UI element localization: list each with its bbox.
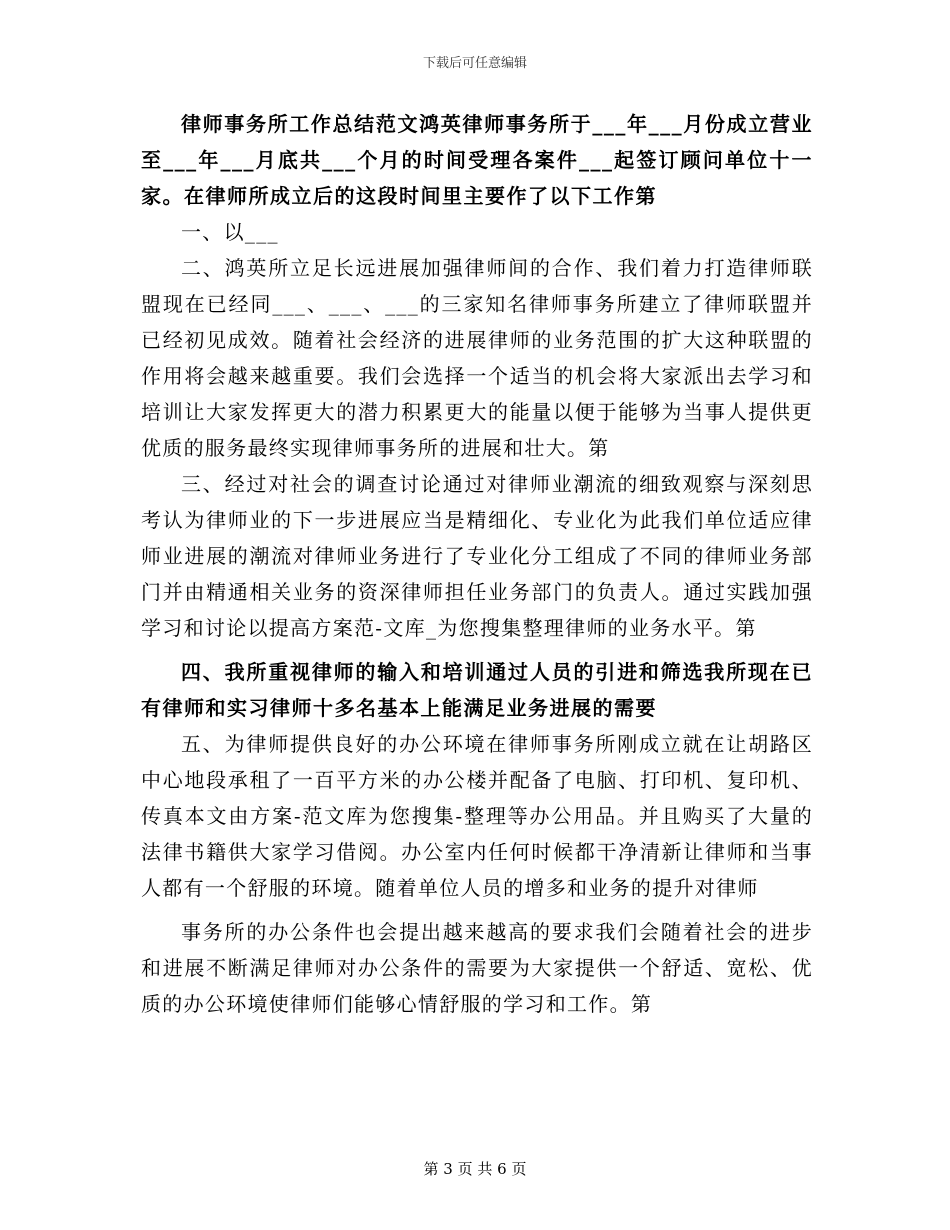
paragraph-item-2: 二、鸿英所立足长远进展加强律师间的合作、我们着力打造律师联盟现在已经同___、___、___的三家知名律师事务所建立了律师联盟并已经初见成效。随着社会经济的进展律师的业务范围的扩大这种联盟的作用将会越来越重要。我们会选择一个适当的机会将大家派出去学习和培训让大家发挥更大的潜力积累更大的能量以便于能够为当事人提供更优质的服务最终实现律师事务所的进展和壮大。第 <box>141 256 813 460</box>
paragraph-item-5: 五、为律师提供良好的办公环境在律师事务所刚成立就在让胡路区中心地段承租了一百平方米的办公楼并配备了电脑、打印机、复印机、传真本文由方案-范文库为您搜集-整理等办公用品。并且购买了大量的法律书籍供大家学习借阅。办公室内任何时候都干净清新让律师和当事人都有一个舒服的环境。随着单位人员的增多和业务的提升对律师 <box>141 732 813 900</box>
paragraph-continuation: 事务所的办公条件也会提出越来越高的要求我们会随着社会的进步和进展不断满足律师对办公条件的需要为大家提供一个舒适、宽松、优质的办公环境使律师们能够心情舒服的学习和工作。第 <box>141 920 813 1016</box>
paragraph-item-4: 四、我所重视律师的输入和培训通过人员的引进和筛选我所现在已有律师和实习律师十多名基本上能满足业务进展的需要 <box>141 660 813 720</box>
document-body <box>141 106 813 1022</box>
page-header: 下载后可任意编辑 <box>422 56 527 71</box>
paragraph-intro: 律师事务所工作总结范文鸿英律师事务所于___年___月份成立营业至___年___月底共___个月的时间受理各案件___起签订顾问单位十一家。在律师所成立后的这段时间里主要作了以下工作第 <box>141 112 813 208</box>
paragraph-item-3: 三、经过对社会的调查讨论通过对律师业潮流的细致观察与深刻思考认为律师业的下一步进展应当是精细化、专业化为此我们单位适应律师业进展的潮流对律师业务进行了专业化分工组成了不同的律师业务部门并由精通相关业务的资深律师担任业务部门的负责人。通过实践加强学习和讨论以提高方案范-文库_为您搜集整理律师的业务水平。第 <box>141 472 813 640</box>
page-footer: 第 3 页 共 6 页 <box>423 1160 527 1178</box>
paragraph-item-1: 一、以___ <box>181 220 279 244</box>
